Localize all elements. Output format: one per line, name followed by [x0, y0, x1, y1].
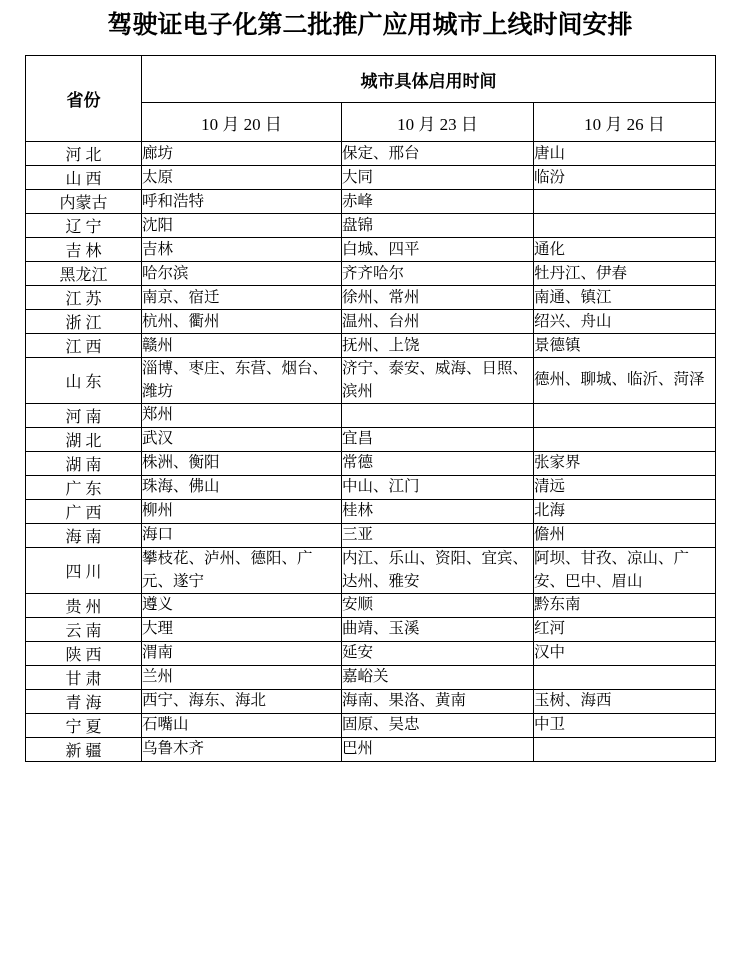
city-cell-date-2: 巴州 [342, 738, 534, 762]
province-cell: 广 西 [26, 500, 142, 524]
province-cell: 辽 宁 [26, 214, 142, 238]
city-cell-date-1: 哈尔滨 [142, 262, 342, 286]
table-row [26, 142, 716, 166]
province-cell: 内蒙古 [26, 190, 142, 214]
table-row [26, 666, 716, 690]
table-row [26, 166, 716, 190]
city-cell-date-3: 德州、聊城、临沂、菏泽 [534, 358, 716, 404]
page-title: 驾驶证电子化第二批推广应用城市上线时间安排 [107, 12, 633, 39]
city-cell-date-3 [534, 666, 716, 690]
table-row [26, 286, 716, 310]
city-cell-date-2: 延安 [342, 642, 534, 666]
city-cell-date-1: 大理 [142, 618, 342, 642]
city-cell-date-2: 安顺 [342, 594, 534, 618]
table-row [26, 690, 716, 714]
city-cell-date-1: 杭州、衢州 [142, 310, 342, 334]
table-row [26, 618, 716, 642]
column-header-group: 城市具体启用时间 [142, 56, 716, 103]
table-row [26, 714, 716, 738]
document-page [0, 10, 740, 974]
province-cell: 广 东 [26, 476, 142, 500]
city-cell-date-3: 唐山 [534, 142, 716, 166]
city-cell-date-1: 沈阳 [142, 214, 342, 238]
table-row [26, 594, 716, 618]
table-body [26, 142, 716, 762]
table-row [26, 190, 716, 214]
table-row [26, 310, 716, 334]
schedule-table [25, 55, 716, 762]
table-row [26, 358, 716, 404]
province-cell: 山 西 [26, 166, 142, 190]
city-cell-date-2: 徐州、常州 [342, 286, 534, 310]
city-cell-date-1: 呼和浩特 [142, 190, 342, 214]
province-cell: 湖 北 [26, 428, 142, 452]
header-row-top [26, 56, 716, 103]
province-cell: 吉 林 [26, 238, 142, 262]
province-cell: 山 东 [26, 358, 142, 404]
city-cell-date-2: 齐齐哈尔 [342, 262, 534, 286]
city-cell-date-1: 西宁、海东、海北 [142, 690, 342, 714]
city-cell-date-2: 宜昌 [342, 428, 534, 452]
column-header-date-1: 10 月 20 日 [142, 103, 342, 142]
table-row [26, 500, 716, 524]
table-row [26, 524, 716, 548]
city-cell-date-1: 海口 [142, 524, 342, 548]
table-row [26, 334, 716, 358]
city-cell-date-1: 株洲、衡阳 [142, 452, 342, 476]
city-cell-date-2: 内江、乐山、资阳、宜宾、达州、雅安 [342, 548, 534, 594]
city-cell-date-2: 三亚 [342, 524, 534, 548]
city-cell-date-3: 南通、镇江 [534, 286, 716, 310]
city-cell-date-3 [534, 190, 716, 214]
city-cell-date-2: 白城、四平 [342, 238, 534, 262]
province-cell: 青 海 [26, 690, 142, 714]
city-cell-date-2: 中山、江门 [342, 476, 534, 500]
city-cell-date-3: 临汾 [534, 166, 716, 190]
city-cell-date-3: 阿坝、甘孜、凉山、广安、巴中、眉山 [534, 548, 716, 594]
city-cell-date-1: 赣州 [142, 334, 342, 358]
province-cell: 黑龙江 [26, 262, 142, 286]
city-cell-date-1: 柳州 [142, 500, 342, 524]
city-cell-date-3: 通化 [534, 238, 716, 262]
table-row [26, 476, 716, 500]
province-cell: 甘 肃 [26, 666, 142, 690]
city-cell-date-2: 常德 [342, 452, 534, 476]
city-cell-date-1: 渭南 [142, 642, 342, 666]
city-cell-date-2: 固原、吴忠 [342, 714, 534, 738]
province-cell: 河 北 [26, 142, 142, 166]
city-cell-date-2: 桂林 [342, 500, 534, 524]
city-cell-date-2: 盘锦 [342, 214, 534, 238]
table-row [26, 548, 716, 594]
city-cell-date-1: 廊坊 [142, 142, 342, 166]
city-cell-date-1: 遵义 [142, 594, 342, 618]
province-cell: 云 南 [26, 618, 142, 642]
city-cell-date-3: 清远 [534, 476, 716, 500]
city-cell-date-1: 吉林 [142, 238, 342, 262]
column-header-date-3: 10 月 26 日 [534, 103, 716, 142]
city-cell-date-2: 海南、果洛、黄南 [342, 690, 534, 714]
city-cell-date-1: 乌鲁木齐 [142, 738, 342, 762]
city-cell-date-3 [534, 214, 716, 238]
city-cell-date-2: 温州、台州 [342, 310, 534, 334]
city-cell-date-1: 太原 [142, 166, 342, 190]
city-cell-date-3: 牡丹江、伊春 [534, 262, 716, 286]
province-cell: 宁 夏 [26, 714, 142, 738]
city-cell-date-2: 嘉峪关 [342, 666, 534, 690]
city-cell-date-3: 玉树、海西 [534, 690, 716, 714]
province-cell: 湖 南 [26, 452, 142, 476]
city-cell-date-3: 汉中 [534, 642, 716, 666]
city-cell-date-1: 石嘴山 [142, 714, 342, 738]
city-cell-date-3: 儋州 [534, 524, 716, 548]
city-cell-date-2: 抚州、上饶 [342, 334, 534, 358]
city-cell-date-3: 张家界 [534, 452, 716, 476]
province-cell: 江 苏 [26, 286, 142, 310]
city-cell-date-3: 红河 [534, 618, 716, 642]
table-row [26, 738, 716, 762]
city-cell-date-1: 珠海、佛山 [142, 476, 342, 500]
city-cell-date-3: 景德镇 [534, 334, 716, 358]
city-cell-date-3: 北海 [534, 500, 716, 524]
province-cell: 浙 江 [26, 310, 142, 334]
schedule-table-wrapper [25, 55, 715, 762]
city-cell-date-1: 武汉 [142, 428, 342, 452]
province-cell: 海 南 [26, 524, 142, 548]
column-header-date-2: 10 月 23 日 [342, 103, 534, 142]
city-cell-date-2: 保定、邢台 [342, 142, 534, 166]
city-cell-date-3: 中卫 [534, 714, 716, 738]
province-cell: 江 西 [26, 334, 142, 358]
city-cell-date-3: 绍兴、舟山 [534, 310, 716, 334]
province-cell: 新 疆 [26, 738, 142, 762]
table-row [26, 238, 716, 262]
table-row [26, 428, 716, 452]
table-row [26, 452, 716, 476]
table-row [26, 642, 716, 666]
city-cell-date-2: 大同 [342, 166, 534, 190]
province-cell: 陕 西 [26, 642, 142, 666]
city-cell-date-1: 淄博、枣庄、东营、烟台、潍坊 [142, 358, 342, 404]
city-cell-date-3 [534, 428, 716, 452]
province-cell: 四 川 [26, 548, 142, 594]
province-cell: 河 南 [26, 404, 142, 428]
city-cell-date-1: 郑州 [142, 404, 342, 428]
city-cell-date-2: 曲靖、玉溪 [342, 618, 534, 642]
city-cell-date-3 [534, 404, 716, 428]
table-row [26, 404, 716, 428]
city-cell-date-1: 兰州 [142, 666, 342, 690]
province-cell: 贵 州 [26, 594, 142, 618]
column-header-province: 省份 [26, 56, 142, 142]
city-cell-date-2 [342, 404, 534, 428]
table-row [26, 262, 716, 286]
city-cell-date-2: 赤峰 [342, 190, 534, 214]
city-cell-date-3: 黔东南 [534, 594, 716, 618]
table-header [26, 56, 716, 142]
city-cell-date-1: 攀枝花、泸州、德阳、广元、遂宁 [142, 548, 342, 594]
city-cell-date-3 [534, 738, 716, 762]
table-row [26, 214, 716, 238]
city-cell-date-2: 济宁、泰安、威海、日照、滨州 [342, 358, 534, 404]
city-cell-date-1: 南京、宿迁 [142, 286, 342, 310]
